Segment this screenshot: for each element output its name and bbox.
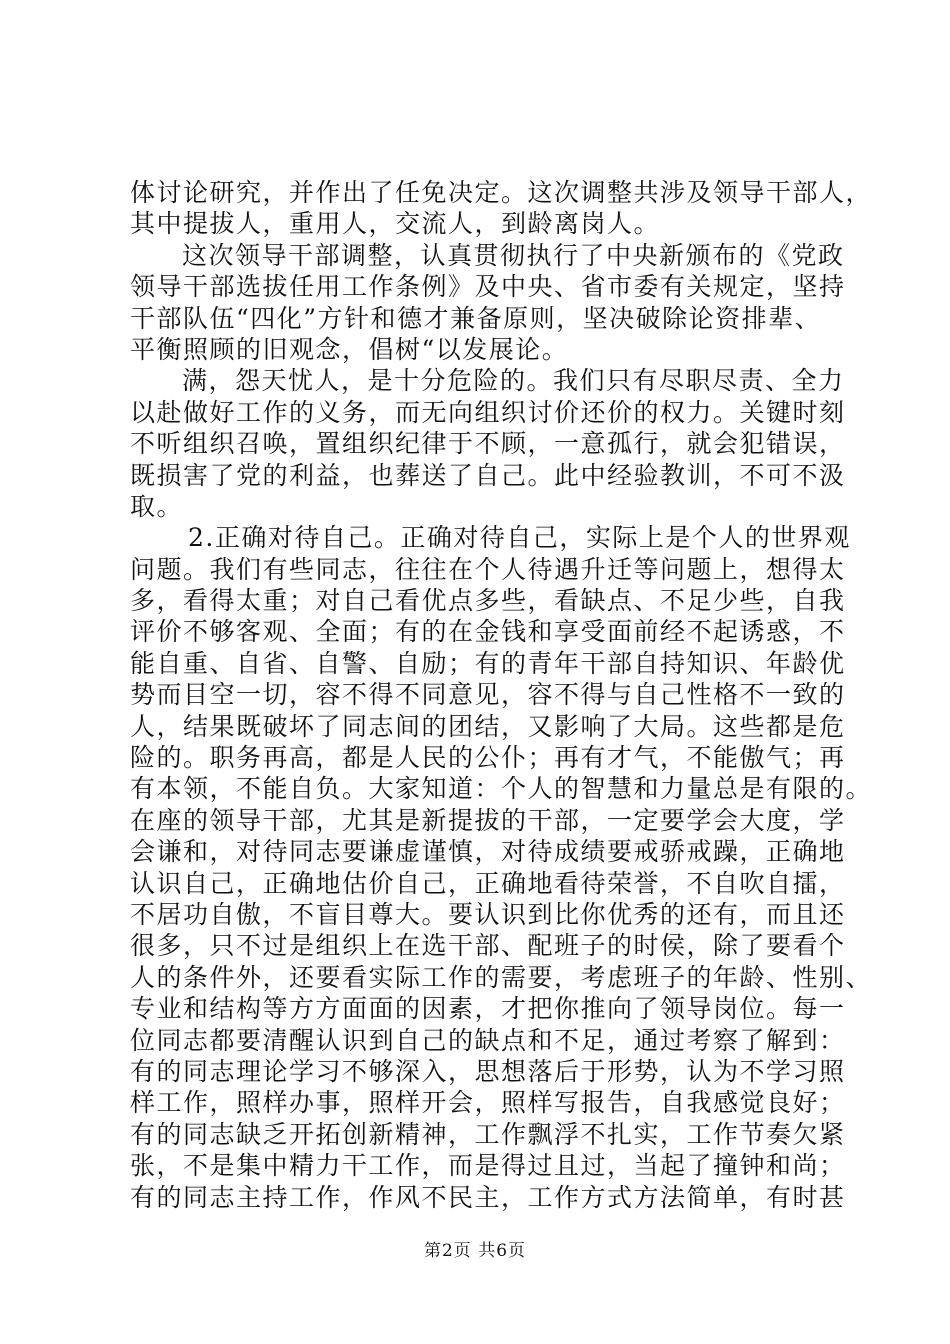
- text-line: 有的同志理论学习不够深入，思想落后于形势，认为不学习照: [130, 1056, 846, 1086]
- text-line: 有的同志主持工作，作风不民主，工作方式方法简单，有时甚: [130, 1182, 846, 1212]
- text-line: 人，结果既破坏了同志间的团结，又影响了大局。这些都是危: [130, 711, 846, 741]
- paragraph-start-line: 满，怨天忧人，是十分危险的。我们只有尽职尽责、全力: [182, 366, 845, 396]
- text-line: 险的。职务再高，都是人民的公仆；再有才气，不能傲气；再: [130, 743, 846, 773]
- text-line: 干部队伍“四化”方针和德才兼备原则，坚决破除论资排辈、: [130, 303, 822, 333]
- text-line: 人的条件外，还要看实际工作的需要，考虑班子的年龄、性别、: [130, 962, 873, 992]
- text-line: 平衡照顾的旧观念，倡树“以发展论。: [130, 334, 569, 364]
- text-line: 在座的领导干部，尤其是新提拔的干部，一定要学会大度，学: [130, 805, 846, 835]
- document-body: [130, 177, 873, 1213]
- text-line: 样工作，照样办事，照样开会，照样写报告，自我感觉良好；: [130, 1088, 846, 1118]
- text-line: 位同志都要清醒认识到自己的缺点和不足，通过考察了解到：: [130, 1025, 846, 1055]
- text-line: 认识自己，正确地估价自己，正确地看待荣誉，不自吹自擂，: [130, 868, 846, 898]
- text-line: 取。: [130, 491, 184, 521]
- text-line: 有的同志缺乏开拓创新精神，工作飘浮不扎实，工作节奏欠紧: [130, 1119, 846, 1149]
- text-line: 势而目空一切，容不得不同意见，容不得与自己性格不一致的: [130, 680, 846, 710]
- text-line: 很多，只不过是组织上在选干部、配班子的时侯，除了要看个: [130, 931, 846, 961]
- text-line: 专业和结构等方方面面的因素，才把你推向了领导岗位。每一: [130, 994, 846, 1024]
- text-line: 不听组织召唤，置组织纪律于不顾，一意孤行，就会犯错误，: [130, 429, 846, 459]
- paragraph-start-line: 这次领导干部调整，认真贯彻执行了中央新颁布的《党政: [182, 240, 845, 270]
- text-line: 不居功自傲，不盲目尊大。要认识到比你优秀的还有，而且还: [130, 899, 846, 929]
- text-line: 有本领，不能自负。大家知道：个人的智慧和力量总是有限的。: [130, 774, 873, 804]
- text-line: 以赴做好工作的义务，而无向组织讨价还价的权力。关键时刻: [130, 397, 846, 427]
- text-line: 既损害了党的利益，也葬送了自己。此中经验教训，不可不汲: [130, 460, 846, 490]
- page-number-footer: 第2页 共6页: [423, 1241, 527, 1261]
- text-line: 能自重、自省、自警、自励；有的青年干部自持知识、年龄优: [130, 648, 846, 678]
- text-line: 张，不是集中精力干工作，而是得过且过，当起了撞钟和尚；: [130, 1151, 846, 1181]
- text-line: 其中提拔人，重用人，交流人，到龄离岗人。: [130, 209, 661, 239]
- text-line: 多，看得太重；对自己看优点多些，看缺点、不足少些，自我: [130, 586, 846, 616]
- section-heading-line: 2.正确对待自己。正确对待自己，实际上是个人的世界观: [188, 523, 851, 553]
- text-line: 会谦和，对待同志要谦虚谨慎，对待成绩要戒骄戒躁，正确地: [130, 837, 846, 867]
- text-line: 领导干部选拔任用工作条例》及中央、省市委有关规定，坚持: [130, 272, 846, 302]
- text-line: 体讨论研究，并作出了任免决定。这次调整共涉及领导干部人，: [130, 178, 873, 207]
- text-line: 问题。我们有些同志，往往在个人待遇升迁等问题上，想得太: [130, 554, 846, 584]
- text-line: 评价不够客观、全面；有的在金钱和享受面前经不起诱惑，不: [130, 617, 846, 647]
